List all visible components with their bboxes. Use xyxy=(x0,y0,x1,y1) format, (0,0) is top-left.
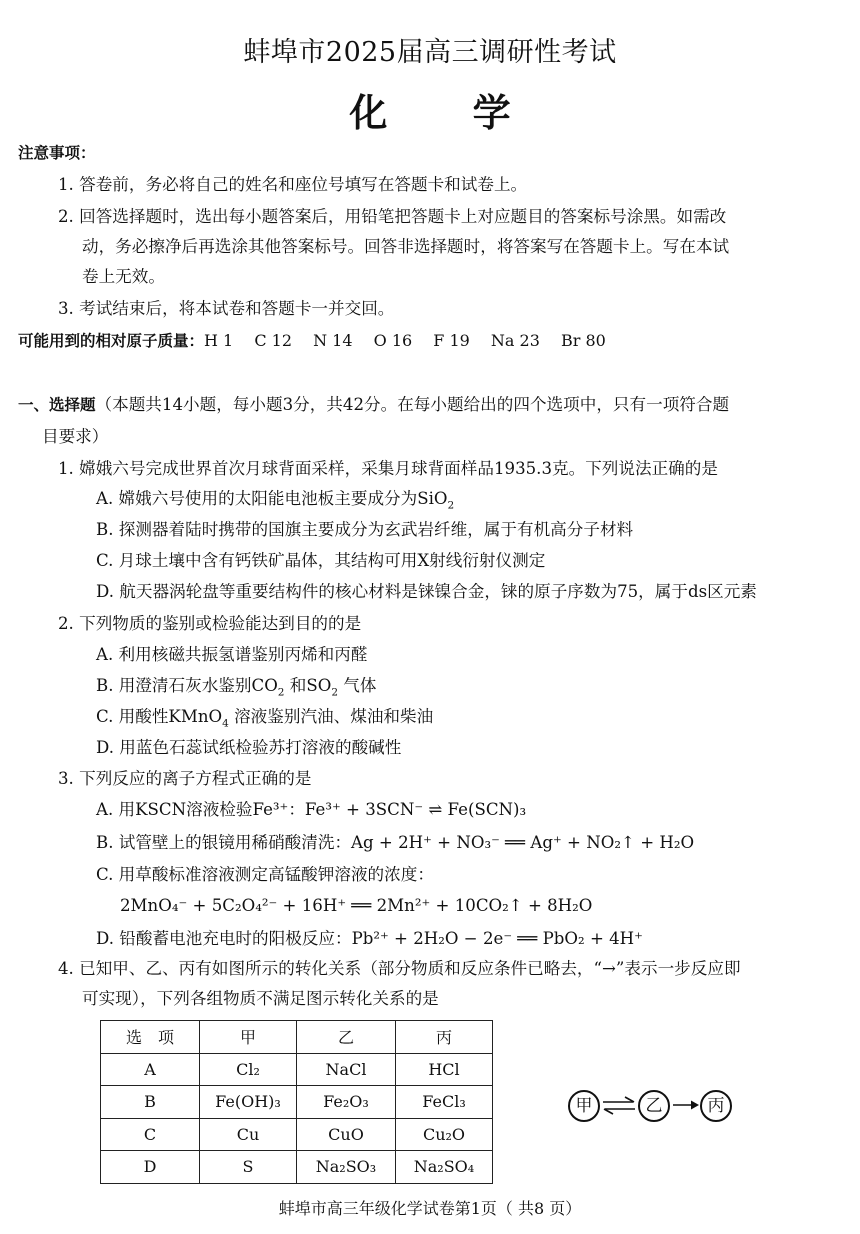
q4-options-table xyxy=(100,1020,493,1184)
q2-option-b-part-1: B. 用澄清石灰水鉴别CO xyxy=(96,676,278,695)
q2-option-c: C. 用酸性KMnO$_4$ 溶液鉴别汽油、煤油和柴油 xyxy=(96,707,434,730)
table-cell: C xyxy=(101,1118,200,1151)
notice-item-2-line-2: 动，务必擦净后再选涂其他答案标号。回答非选择题时，将答案写在答题卡上。写在本试 xyxy=(82,237,730,256)
conversion-scheme xyxy=(568,1088,738,1128)
q3-option-c: C. 用草酸标准溶液测定高锰酸钾溶液的浓度： xyxy=(96,865,434,884)
arrow-right-icon xyxy=(671,1096,701,1114)
atomic-masses xyxy=(18,330,606,352)
subject-title: 化 学 xyxy=(349,91,511,135)
notice-item-3: 3. 考试结束后，将本试卷和答题卡一并交回。 xyxy=(58,299,395,318)
notice-heading: 注意事项： xyxy=(18,144,96,162)
q3-option-a: A. 用KSCN溶液检验Fe³⁺：Fe³⁺ + 3SCN⁻ ⇌ Fe(SCN)₃ xyxy=(96,800,527,819)
q3-stem: 3. 下列反应的离子方程式正确的是 xyxy=(58,769,312,788)
q4-stem-line-1: 4. 已知甲、乙、丙有如图所示的转化关系（部分物质和反应条件已略去，“→”表示一步反应即 xyxy=(58,959,741,978)
q4-stem-line-2: 可实现），下列各组物质不满足图示转化关系的是 xyxy=(82,989,439,1008)
q3-option-c-equation: 2MnO₄⁻ + 5C₂O₄²⁻ + 16H⁺ ══ 2Mn²⁺ + 10CO₂↑ + 8H₂O xyxy=(120,896,593,915)
table-row xyxy=(101,1118,493,1151)
table-cell: Na₂SO₃ xyxy=(297,1151,396,1184)
q1-option-a-text: A. 嫦娥六号使用的太阳能电池板主要成分为SiO xyxy=(96,489,448,508)
section-1-heading: 一、选择题 xyxy=(18,396,96,414)
table-cell: D xyxy=(101,1151,200,1184)
q1-option-a xyxy=(96,488,454,510)
section-1-desc-line-2: 目要求） xyxy=(42,427,109,446)
q2-option-b-part-3: 气体 xyxy=(338,676,377,695)
table-cell: FeCl₃ xyxy=(396,1086,493,1119)
table-cell: Fe(OH)₃ xyxy=(200,1086,297,1119)
atomic-masses-values: H 1 C 12 N 14 O 16 F 19 Na 23 Br 80 xyxy=(204,331,606,350)
exam-title: 蚌埠市2025届高三调研性考试 xyxy=(243,37,617,68)
q2-option-b: B. 用澄清石灰水鉴别$CO_2$ 和$SO_2$ 气体 xyxy=(96,676,377,699)
table-cell: A xyxy=(101,1053,200,1086)
notice-item-2-line-1: 2. 回答选择题时，选出每小题答案后，用铅笔把答题卡上对应题目的答案标号涂黑。如需改 xyxy=(58,207,727,226)
table-header-row xyxy=(101,1021,493,1054)
table-cell: Cu₂O xyxy=(396,1118,493,1151)
notice-item-2-line-3: 卷上无效。 xyxy=(82,267,165,286)
section-1-header xyxy=(18,394,729,416)
table-header: 甲 xyxy=(200,1021,297,1054)
notice-item-1: 1. 答卷前，务必将自己的姓名和座位号填写在答题卡和试卷上。 xyxy=(58,175,528,194)
q2-stem: 2. 下列物质的鉴别或检验能达到目的的是 xyxy=(58,614,362,633)
double-arrow-icon xyxy=(601,1094,637,1118)
table-row xyxy=(101,1053,493,1086)
table-header: 选 项 xyxy=(101,1021,200,1054)
table-cell: Fe₂O₃ xyxy=(297,1086,396,1119)
page-footer: 蚌埠市高三年级化学试卷第1页（ 共8 页） xyxy=(278,1199,582,1218)
q3-option-d: D. 铅酸蓄电池充电时的阳极反应：Pb²⁺ + 2H₂O − 2e⁻ ══ PbO₂ + 4H⁺ xyxy=(96,929,643,948)
table-cell: HCl xyxy=(396,1053,493,1086)
q1-option-d: D. 航天器涡轮盘等重要结构件的核心材料是铼镍合金，铼的原子序数为75，属于ds区元素 xyxy=(96,582,757,601)
scheme-node-b: 乙 xyxy=(638,1090,670,1122)
scheme-node-c: 丙 xyxy=(700,1090,732,1122)
q3-option-b: B. 试管壁上的银镜用稀硝酸清洗：Ag + 2H⁺ + NO₃⁻ ══ Ag⁺ + NO₂↑ + H₂O xyxy=(96,833,695,852)
table-row xyxy=(101,1151,493,1184)
table-row xyxy=(101,1086,493,1119)
scheme-node-a: 甲 xyxy=(568,1090,600,1122)
q2-option-d: D. 用蓝色石蕊试纸检验苏打溶液的酸碱性 xyxy=(96,738,402,757)
q1-stem: 1. 嫦娥六号完成世界首次月球背面采样，采集月球背面样品1935.3克。下列说法正确的是 xyxy=(58,459,718,478)
q1-option-b: B. 探测器着陆时携带的国旗主要成分为玄武岩纤维，属于有机高分子材料 xyxy=(96,520,634,539)
table-cell: NaCl xyxy=(297,1053,396,1086)
q2-option-c-part-2: 溶液鉴别汽油、煤油和柴油 xyxy=(228,707,434,726)
atomic-masses-label: 可能用到的相对原子质量： xyxy=(18,332,205,350)
q2-option-b-part-2: 和SO xyxy=(284,676,332,695)
q1-option-a-sub: 2 xyxy=(447,499,455,512)
table-cell: S xyxy=(200,1151,297,1184)
q2-option-c-part-1: C. 用酸性KMnO xyxy=(96,707,223,726)
q2-option-a: A. 利用核磁共振氢谱鉴别丙烯和丙醛 xyxy=(96,645,368,664)
table-cell: CuO xyxy=(297,1118,396,1151)
table-cell: Cu xyxy=(200,1118,297,1151)
table-header: 乙 xyxy=(297,1021,396,1054)
q1-option-c: C. 月球土壤中含有钙铁矿晶体，其结构可用X射线衍射仪测定 xyxy=(96,551,546,570)
table-header: 丙 xyxy=(396,1021,493,1054)
table-cell: B xyxy=(101,1086,200,1119)
table-cell: Cl₂ xyxy=(200,1053,297,1086)
section-1-desc: （本题共14小题，每小题3分，共42分。在每小题给出的四个选项中，只有一项符合题 xyxy=(95,395,730,414)
table-cell: Na₂SO₄ xyxy=(396,1151,493,1184)
